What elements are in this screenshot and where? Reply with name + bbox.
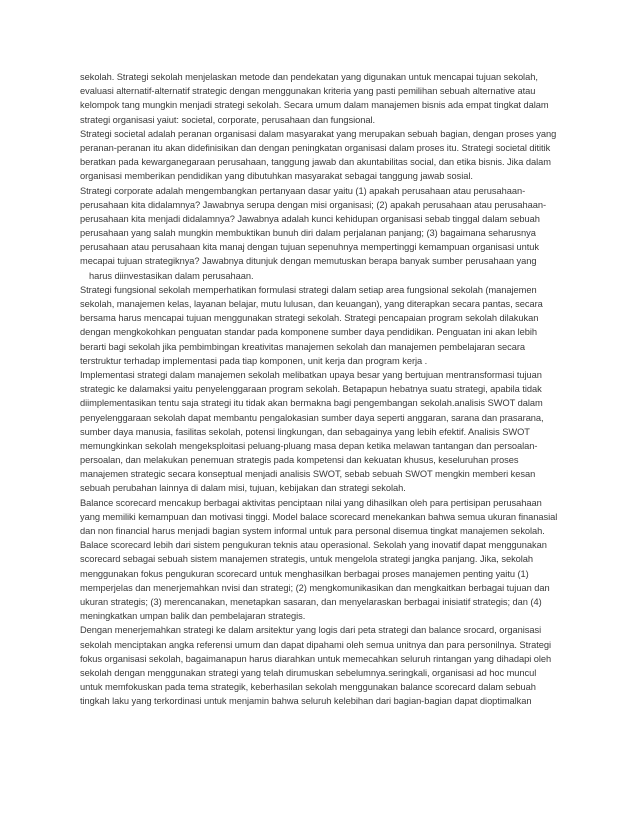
text-line: perusahaan kita didalamnya? Jawabnya serupa dengan misi organisasi; (2) apakah perusahaan atau perusahaan- xyxy=(80,199,547,210)
text-line: untuk memfokuskan pada tema strategik, keberhasilan sekolah menggunakan balance scorecard dalam sebuah xyxy=(80,682,536,693)
text-line: scorecard sebagai sebuah sistem manajemen strategis, untuk mengelola strategi jangka panjang. Jika, sekolah xyxy=(80,554,534,565)
text-line: sumber daya manusia, fasilitas sekolah, potensi lingkungan, dan sebagainya yang lebih efektif. Analisis SWOT xyxy=(80,426,530,437)
text-line: Balance scorecard mencakup berbagai aktivitas penciptaan nilai yang dihasilkan oleh para pertisipan perusahaan xyxy=(80,497,542,508)
text-line: sekolah, manajemen kelas, layanan belajar, mutu lulusan, dan keuangan), yang diterapkan secara pantas, secara xyxy=(80,299,543,309)
text-line: harus diinvestasikan dalam perusahaan. xyxy=(89,270,254,281)
text-line: organisasi memberikan pendidikan yang dibutuhkan masyarakat sebagai tanggung jawab sosial. xyxy=(80,171,473,182)
text-line: manajemen strategic secara konseptual menjadi analisis SWOT, sebab sebuah SWOT mengkin memberi kesan xyxy=(80,469,536,480)
text-line: Strategi societal adalah peranan organisasi dalam masyarakat yang merupakan sebuah bagian, dengan proses yang xyxy=(80,128,557,139)
text-line: perusahaan atau perusahaan kita manaj dengan tujuan sepenuhnya mempertinggi kemampuan organisasi untuk xyxy=(80,242,540,253)
text-line: memperjelas dan menerjemahkan nvisi dan strategi; (2) mengkomunikasikan dan mengkaitkan berbagai tujuan dan xyxy=(80,582,550,593)
text-line: memungkinkan sekolah mengeksploitasi peluang-pluang masa depan ketika melawan tantangan dan persoalan- xyxy=(80,440,538,451)
text-line: mecapai tujuan strategiknya? Jawabnya ditunjuk dengan memutuskan berapa banyak sumber perusahaan yang xyxy=(80,256,537,267)
text-line: ukuran strategis; (3) merencanakan, menetapkan sasaran, dan menyelaraskan berbagai inisiatif strategis; dan (4) xyxy=(80,596,542,607)
text-line: diimplementasikan tentu saja strategi itu tidak akan bermakna bagi pengembangan sekolah.analisis SWOT dalam xyxy=(80,398,543,409)
text-line: Strategi corporate adalah mengembangkan pertanyaan dasar yaitu (1) apakah perusahaan atau perusahaan- xyxy=(80,185,526,196)
text-line: strategi organisasi yaiut: societal, corporate, perusahaan dan fungsional. xyxy=(80,114,376,125)
text-line: Implementasi strategi dalam manajemen sekolah melibatkan upaya besar yang bertujuan mentransformasi tujuan xyxy=(80,369,542,380)
text-line: Balace scorecard lebih dari sistem pengukuran teknis atau operasional. Sekolah yang inovatif dapat menggunakan xyxy=(80,540,547,551)
text-line: yang memiliki kemampuan dan motivasi tinggi. Model balace scorecard menekankan bahwa semua ukuran finanasial xyxy=(80,511,558,522)
text-line: menggunakan fokus pengukuran scorecard untuk menghasilkan berbagai proses manajemen penting yaitu (1) xyxy=(80,568,529,579)
text-line: dengan mengkokohkan penguatan standar pada komponene sumber daya pendidikan. Penguatan ini akan lebih xyxy=(80,327,538,338)
text-line: fokus organisasi sekolah, bagaimanapun harus diarahkan untuk memecahkan seluruh rintangan yang dihadapi oleh xyxy=(80,653,552,664)
paragraph xyxy=(80,283,560,368)
text-line: Strategi fungsional sekolah memperhatikan formulasi strategi dalam setiap area fungsional sekolah (manajemen xyxy=(80,284,537,295)
text-line: perusahaan yang salah mungkin membuktikan bunuh diri dalam perjalanan panjang; (3) bagaimana seharusnya xyxy=(80,228,536,239)
paragraph xyxy=(80,496,560,539)
text-line: perusahaan kita menjadi didalamnya? Jawabnya adalah kunci kehidupan organisasi sebab tinggal dalam sebuah xyxy=(80,213,540,224)
text-line: strategic ke dalamaksi yaitu penyelenggaraan program sekolah. Betapapun hebatnya suatu strategi, apabila tidak xyxy=(80,384,542,395)
text-line: peranan-peranan itu akan didefinisikan dan dengan peningkatan organisasi dalam proses itu. Strategi societal dititik xyxy=(80,142,551,153)
text-line: berarti bagi sekolah jika pembimbingan kreativitas manajemen sekolah dan manajemen pembelajaran secara xyxy=(80,341,526,352)
text-line: sebuah perubahan lainnya di dalam misi, tujuan, kebijakan dan strategi sekolah. xyxy=(80,483,406,494)
paragraph xyxy=(80,184,560,283)
text-line: sekolah. Strategi sekolah menjelaskan metode dan pendekatan yang digunakan untuk mencapai tujuan sekolah, xyxy=(80,72,538,82)
text-line: beratkan pada kewarganegaraan perusahaan, tanggung jawab dan akuntabilitas social, dan etika bisnis. Jika dalam xyxy=(80,157,551,168)
text-line: persoalan, dan melakukan penemuan strategis pada kompetensi dan kekuatan khusus, keseluruhan proses xyxy=(80,455,519,466)
text-line: sekolah menciptakan angka referensi umum dan dapat dipahami oleh semua unitnya dan para personilnya. Strategi xyxy=(80,639,552,650)
text-line: Dengan menerjemahkan strategi ke dalam arsitektur yang logis dari peta strategi dan balance srocard, organisasi xyxy=(80,625,542,636)
text-line: meningkatkan umpan balik dan pembelajaran strategis. xyxy=(80,611,306,622)
text-line: evaluasi alternatif-alternatif strategic dengan menggunakan kriteria yang pasti pemilihan sebuah alternative atau xyxy=(80,86,536,97)
paragraph xyxy=(80,623,560,708)
text-line: terstruktur terhadap implementasi pada tiap komponen, unit kerja dan program kerja . xyxy=(80,355,428,366)
text-line: sekolah dengan menggunakan strategi yang telah dirumuskan sebelumnya.seringkali, organisasi ad hoc muncul xyxy=(80,667,537,678)
document-body xyxy=(80,70,560,708)
paragraph xyxy=(80,538,560,623)
paragraph xyxy=(80,127,560,184)
paragraph xyxy=(80,70,560,127)
text-line: dan non financial harus menjadi bagian system informal untuk para personal disemua tingkat manajemen sekolah. xyxy=(80,526,545,536)
text-line: penyelenggaraan sekolah dapat membantu pengalokasian sumber daya seperti anggaran, sarana dan prasarana, xyxy=(80,412,544,423)
text-line: kelompok tang mungkin menjadi strategi sekolah. Secara umum dalam manajemen bisnis ada empat tingkat dalam xyxy=(80,100,549,111)
text-line: bersama harus mencapai tujuan menggunakan strategi sekolah. Strategi pencapaian program sekolah dilakukan xyxy=(80,313,539,324)
text-line: tingkah laku yang terkordinasi untuk menjamin bahwa seluruh kelebihan dari bagian-bagian dapat dioptimalkan xyxy=(80,696,532,707)
paragraph xyxy=(80,368,560,496)
